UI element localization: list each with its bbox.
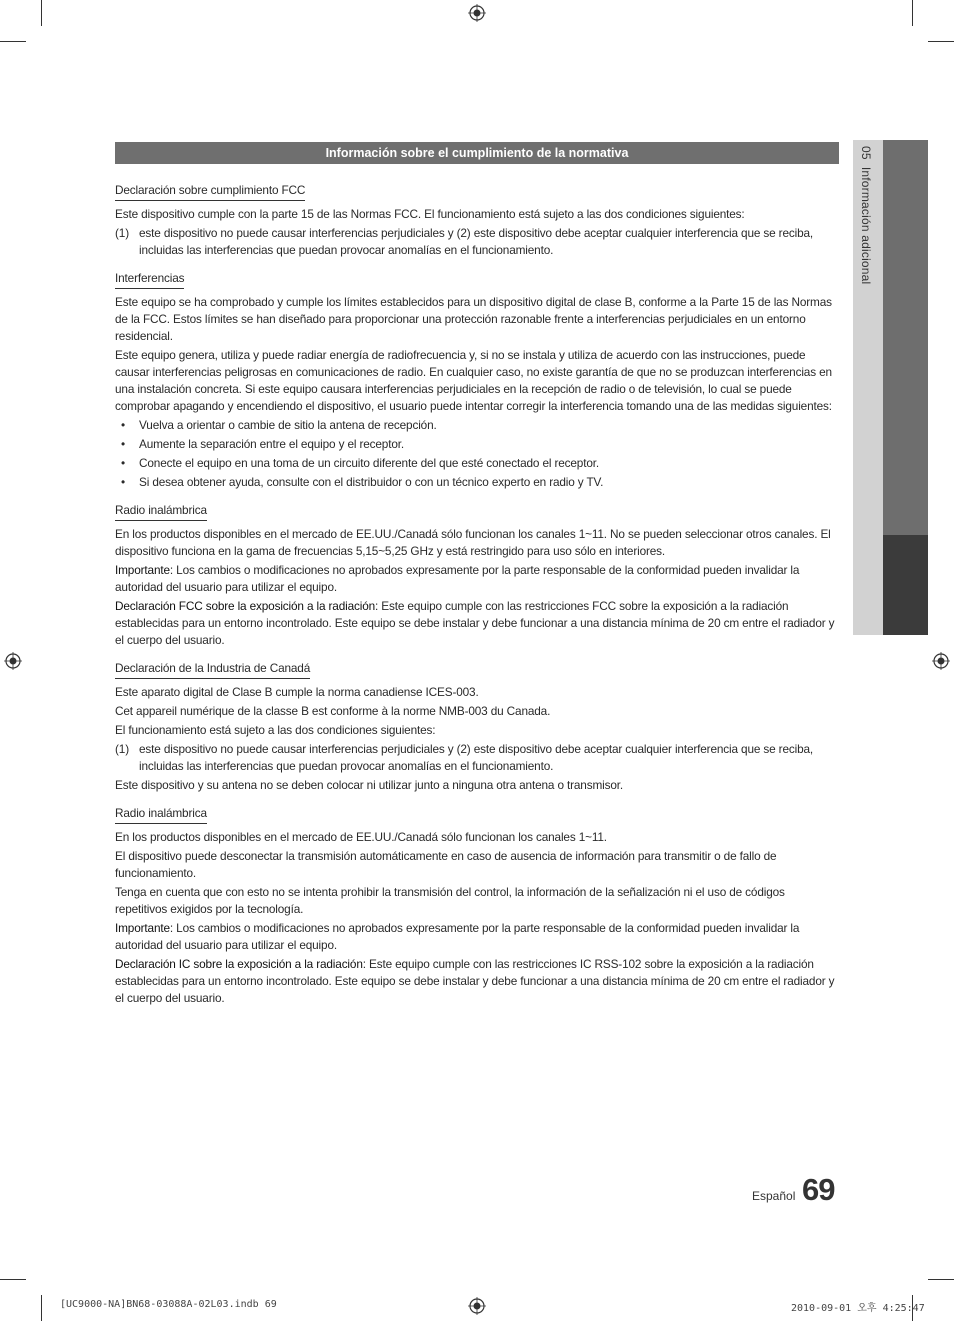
- bullet-list: [115, 417, 839, 491]
- crop-mark: [0, 1279, 26, 1280]
- label-important: Importante: [115, 921, 170, 935]
- paragraph: El funcionamiento está sujeto a las dos condiciones siguientes:: [115, 723, 436, 737]
- section-title: Declaración sobre cumplimiento FCC: [115, 182, 305, 201]
- paragraph: Este equipo genera, utiliza y puede radiar energía de radiofrecuencia y, si no se instala y utiliza de acuerdo con las instrucciones, puede causar interferencias peligrosas en comunicaciones de radio. En cualquier caso, no existe garantía de que no se produzcan interferencias en una instalación concreta. Si este equipo causara interferencias perjudiciales en la recepción de radio o de televisión, lo cual se puede comprobar apagando y encendiendo el dispositivo, el usuario puede intentar corregir la interferencia tomando una de las medidas siguientes:: [115, 348, 832, 413]
- section-title: Declaración de la Industria de Canadá: [115, 660, 310, 679]
- paragraph: Este dispositivo cumple con la parte 15 de las Normas FCC. El funcionamiento está sujeto a las dos condiciones siguientes:: [115, 207, 745, 221]
- paragraph: Tenga en cuenta que con esto no se intenta prohibir la transmisión del control, la información de la señalización ni el uso de códigos repetitivos exigidos por la tecnología.: [115, 885, 785, 916]
- item-number: (1): [115, 742, 129, 756]
- list-item: • Conecte el equipo en una toma de un circuito diferente del que esté conectado el receptor.: [115, 455, 839, 472]
- chapter-tab-active: [883, 535, 928, 635]
- list-item: • Vuelva a orientar o cambie de sitio la antena de recepción.: [115, 417, 839, 434]
- bullet-icon: •: [121, 418, 125, 432]
- crop-mark: [928, 41, 954, 42]
- label-ic-exposure: Declaración IC sobre la exposición a la radiación: [115, 957, 363, 971]
- crop-mark: [41, 0, 42, 26]
- label-fcc-exposure: Declaración FCC sobre la exposición a la radiación: [115, 599, 376, 613]
- list-item: • Si desea obtener ayuda, consulte con el distribuidor o con un técnico experto en radio y TV.: [115, 474, 839, 491]
- paragraph: Este dispositivo y su antena no se deben colocar ni utilizar junto a ninguna otra antena o transmisor.: [115, 778, 624, 792]
- footer-language: Español: [752, 1189, 796, 1203]
- bullet-icon: •: [121, 475, 125, 489]
- numbered-item: [115, 741, 839, 775]
- paragraph: En los productos disponibles en el mercado de EE.UU./Canadá sólo funcionan los canales 1~11. No se pueden seleccionar otros canales. El dispositivo funciona en la gama de frecuencias 5,15~5,25 GHz y está restringido para uso sólo en interiores.: [115, 527, 831, 558]
- item-text: este dispositivo no puede causar interferencias perjudiciales y (2) este dispositivo debe aceptar cualquier interferencia que se reciba, incluidas las interferencias que puedan provocar anomalías en el funcionamiento.: [139, 742, 814, 773]
- numbered-item: [115, 225, 839, 259]
- paragraph: Este equipo se ha comprobado y cumple los límites establecidos para un dispositivo digital de clase B, conforme a la Parte 15 de las Normas de la FCC. Estos límites se han diseñado para proporcionar una protección razonable frente a interferencias perjudiciales en un entorno residencial.: [115, 295, 832, 343]
- print-file-info: [UC9000-NA]BN68-03088A-02L03.indb 69: [60, 1299, 277, 1310]
- chapter-title: Información adicional: [859, 166, 873, 285]
- crop-mark: [912, 0, 913, 26]
- paragraph: Importante: Los cambios o modificaciones no aprobados expresamente por la parte responsable de la conformidad pueden invalidar la autoridad del usuario para utilizar el equipo.: [115, 921, 800, 952]
- label-important: Importante: [115, 563, 170, 577]
- chapter-label: [859, 146, 873, 284]
- paragraph: Cet appareil numérique de la classe B est conforme à la norme NMB-003 du Canada.: [115, 704, 551, 718]
- print-date-info: 2010-09-01 오후 4:25:47: [791, 1303, 925, 1314]
- bullet-icon: •: [121, 437, 125, 451]
- section-banner: Información sobre el cumplimiento de la normativa: [115, 142, 839, 164]
- paragraph: El dispositivo puede desconectar la transmisión automáticamente en caso de ausencia de información para transmitir o de fallo de funcionamiento.: [115, 849, 777, 880]
- section-title: Radio inalámbrica: [115, 502, 207, 521]
- bullet-icon: •: [121, 456, 125, 470]
- paragraph: Este aparato digital de Clase B cumple la norma canadiense ICES-003.: [115, 685, 479, 699]
- main-content: [115, 182, 839, 1009]
- registration-mark-icon: [4, 652, 22, 670]
- crop-mark: [0, 41, 26, 42]
- item-number: (1): [115, 226, 129, 240]
- registration-mark-icon: [468, 4, 486, 22]
- item-text: este dispositivo no puede causar interferencias perjudiciales y (2) este dispositivo debe aceptar cualquier interferencia que se reciba, incluidas las interferencias que puedan provocar anomalías en el funcionamiento.: [139, 226, 814, 257]
- registration-mark-icon: [468, 1297, 486, 1315]
- chapter-tab-dark: [883, 140, 928, 535]
- list-item: • Aumente la separación entre el equipo y el receptor.: [115, 436, 839, 453]
- paragraph: Importante: Los cambios o modificaciones no aprobados expresamente por la parte responsable de la conformidad pueden invalidar la autoridad del usuario para utilizar el equipo.: [115, 563, 800, 594]
- paragraph: Declaración IC sobre la exposición a la radiación: Este equipo cumple con las restricciones IC RSS-102 sobre la exposición a la radiación establecidas para un entorno incontrolado. Este equipo se debe instalar y debe funcionar a una distancia mínima de 20 cm entre el radiador y el cuerpo del usuario.: [115, 957, 835, 1005]
- page-number: 69: [802, 1172, 835, 1207]
- registration-mark-icon: [932, 652, 950, 670]
- crop-mark: [41, 1295, 42, 1321]
- section-title: Interferencias: [115, 270, 184, 289]
- chapter-number: 05: [859, 146, 873, 160]
- section-title: Radio inalámbrica: [115, 805, 207, 824]
- crop-mark: [928, 1279, 954, 1280]
- paragraph: En los productos disponibles en el mercado de EE.UU./Canadá sólo funcionan los canales 1~11.: [115, 830, 607, 844]
- paragraph: Declaración FCC sobre la exposición a la radiación: Este equipo cumple con las restricciones FCC sobre la exposición a la radiación establecidas para un entorno incontrolado. Este equipo se debe instalar y debe funcionar a una distancia mínima de 20 cm entre el radiador y el cuerpo del usuario.: [115, 599, 835, 647]
